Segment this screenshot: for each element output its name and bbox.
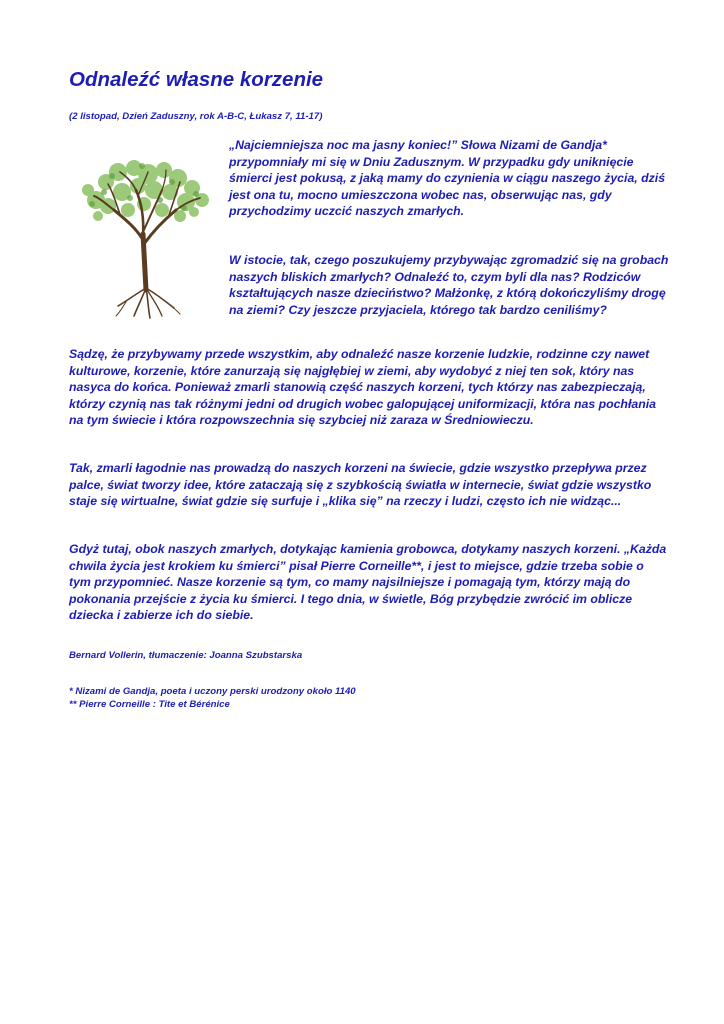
paragraph-1: „Najciemniejsza noc ma jasny koniec!” Słowa Nizami de Gandja* przypomniały mi się w Dniu Zadusznym. W przypadku gdy uniknięcie śmierci jest pokusą, z jaką mamy do czynienia w ciągu naszego życia, dziś jest ona tu, mocno umieszczona wobec nas, obserwując nas, gdy przychodzimy uczcić naszych zmarłych.	[229, 138, 666, 219]
footnote-2: ** Pierre Corneille : Tite et Bérénice	[69, 699, 230, 710]
paragraph-3: Sądzę, że przybywamy przede wszystkim, aby odnaleźć nasze korzenie ludzkie, rodzinne czy nawet kulturowe, korzenie, które zanurzają się najgłębiej w ziemi, aby wydobyć z niej ten sok, który nas nasyca do końca. Ponieważ zmarli stanowią część naszych korzeni, tych którzy nas zabezpieczają, którzy czynią nas tak różnymi jedni od drugich wobec galopującej uniformizacji, która nas pochłania na tym świecie i która rozpowszechnia się szybciej niż zaraza w Średniowieczu.	[69, 347, 656, 428]
paragraph-2: W istocie, tak, czego poszukujemy przybywając zgromadzić się na grobach naszych bliskich zmarłych? Odnaleźć to, czym byli dla nas? Rodziców kształtujących nasze dzieciństwo? Małżonkę, z którą dokończyliśmy drogę na ziemi? Czy jeszcze przyjaciela, którego tak bardzo ceniliśmy?	[229, 253, 669, 317]
footnote-1: * Nizami de Gandja, poeta i uczony perski urodzony około 1140	[69, 686, 356, 697]
document-subtitle: (2 listopad, Dzień Zaduszny, rok A-B-C, Łukasz 7, 11-17)	[69, 111, 323, 122]
paragraph-4: Tak, zmarli łagodnie nas prowadzą do naszych korzeni na świecie, gdzie wszystko przepływa przez palce, świat tworzy idee, które zataczają się z szybkością światła w internecie, świat gdzie wszystko staje się wirtualne, świat gdzie się surfuje i „klika się” na rzeczy i ludzi, często ich nie widząc...	[69, 461, 652, 509]
document-title: Odnaleźć własne korzenie	[69, 68, 324, 91]
footnotes	[69, 685, 356, 711]
tree-with-roots-icon	[76, 160, 214, 320]
paragraph-5: Gdyż tutaj, obok naszych zmarłych, dotykając kamienia grobowca, dotykamy naszych korzeni. „Każda chwila życia jest krokiem ku śmierci” pisał Pierre Corneille**, i jest to miejsce, gdzie trzeba sobie o tym przypomnieć. Nasze korzenie są tym, co mamy najsilniejsze i pomagają tym, którzy mają do pokonania przejście z życia ku śmierci. I tego dnia, w świetle, Bóg przybędzie zwrócić im oblicze dziecka i zabierze ich do siebie.	[69, 542, 667, 623]
author-credit: Bernard Vollerin, tłumaczenie: Joanna Szubstarska	[69, 650, 303, 661]
